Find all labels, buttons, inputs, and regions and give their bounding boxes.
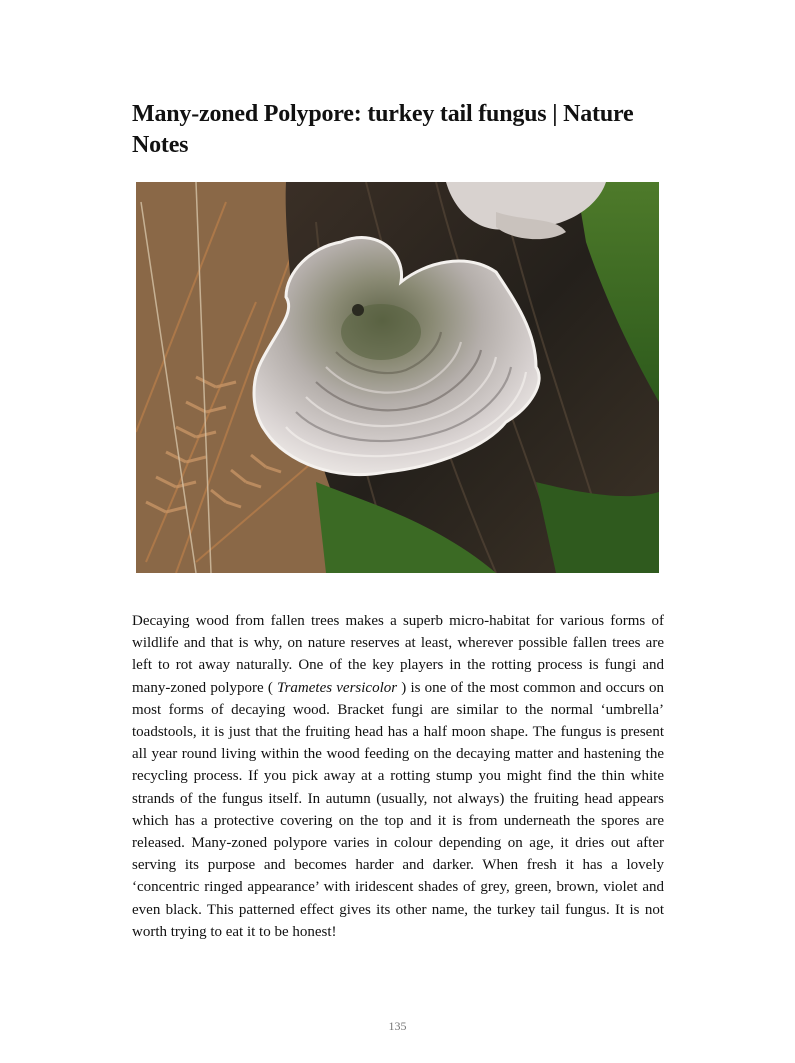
page-number: 135	[388, 1019, 407, 1033]
turkey-tail-fungus-photo	[136, 182, 659, 573]
body-text-after-species: ) is one of the most common and occurs on most forms of decaying wood. Bracket fungi are similar to the normal ‘umbrella’ toadstools, it is just that the fruiting head has a half moon shape. The fungus is present all year round living within the wood feeding on the decaying matter and hastening the recycling process. If you pick away at a rotting stump you might find the thin white strands of the fungus itself. In autumn (usually, not always) the fruiting head appears which has a protective covering on the top and it is from underneath the spores are released. Many-zoned polypore varies in colour depending on age, it dries out after serving its purpose and becomes harder and darker. When fresh it has a lovely ‘concentric ringed appearance’ with iridescent shades of grey, green, brown, violet and even black. This patterned effect gives its other name, the turkey tail fungus. It is not worth trying to eat it to be honest!	[132, 679, 665, 940]
page-title: Many-zoned Polypore: turkey tail fungus | Nature Notes	[132, 101, 634, 158]
species-name: Trametes versicolor	[272, 679, 402, 696]
body-paragraph	[132, 610, 664, 943]
body-text-before-species: Decaying wood from fallen trees makes a superb micro-habitat for various forms of wildlife and that is why, on nature reserves at least, wherever possible fallen trees are left to rot away naturally. One of the key players in the rotting process is fungi and many-zoned polypore (	[132, 613, 664, 696]
